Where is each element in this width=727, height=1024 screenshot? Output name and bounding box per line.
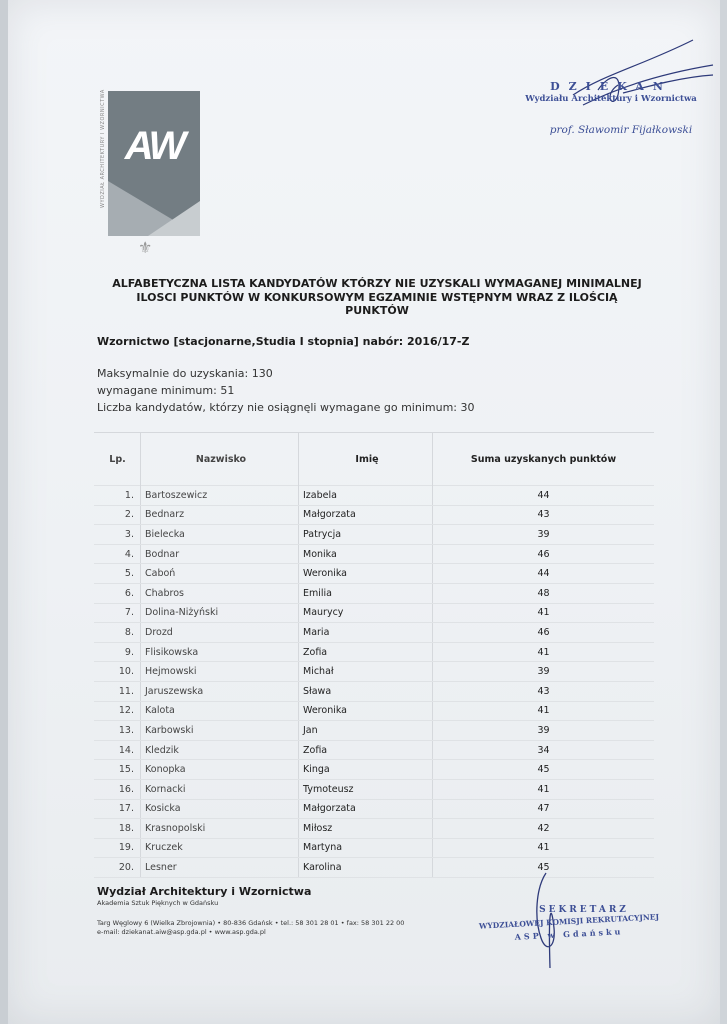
cell-surname: Lesner [141,858,299,878]
header-name: Imię [299,433,433,486]
cell-points: 39 [433,662,655,682]
cell-surname: Bartoszewicz [141,486,299,506]
cell-points: 41 [433,838,655,858]
cell-surname: Karbowski [141,721,299,741]
cell-lp: 2. [94,505,141,525]
cell-surname: Kornacki [141,779,299,799]
header-points: Suma uzyskanych punktów [470,453,617,465]
cell-lp: 10. [94,662,141,682]
cell-surname: Chabros [141,583,299,603]
cell-name: Weronika [299,701,433,721]
cell-points: 45 [433,760,655,780]
table-row [94,623,654,643]
program-subtitle: Wzornictwo [stacjonarne,Studia I stopnia] nabór: 2016/17-Z [97,335,470,348]
cell-name: Emilia [299,583,433,603]
cell-surname: Hejmowski [141,662,299,682]
table-row [94,544,654,564]
cell-lp: 11. [94,681,141,701]
cell-points: 41 [433,779,655,799]
cell-points: 44 [433,564,655,584]
cell-lp: 9. [94,642,141,662]
cell-points: 47 [433,799,655,819]
dean-name: prof. Sławomir Fijałkowski [549,124,693,136]
cell-lp: 13. [94,721,141,741]
cell-name: Małgorzata [299,505,433,525]
min-points: wymagane minimum: 51 [97,384,235,397]
faculty-logo [100,88,200,258]
document-heading [90,277,664,318]
cell-name: Kinga [299,760,433,780]
cell-lp: 3. [94,525,141,545]
table-row [94,564,654,584]
cell-surname: Kalota [141,701,299,721]
table-row [94,583,654,603]
document-sheet [8,0,720,1024]
cell-name: Sława [299,681,433,701]
cell-name: Zofia [299,740,433,760]
cell-lp: 16. [94,779,141,799]
cell-points: 39 [433,721,655,741]
page-edge-left [0,0,8,1024]
cell-lp: 6. [94,583,141,603]
table-row [94,819,654,839]
cell-name: Martyna [299,838,433,858]
cell-name: Weronika [299,564,433,584]
logo-letters: AW [124,124,184,168]
footer [97,885,537,936]
admission-info [97,365,475,416]
cell-points: 39 [433,525,655,545]
cell-surname: Kruczek [141,838,299,858]
header-lp: Lp. [94,433,141,486]
table-row [94,721,654,741]
table-row [94,740,654,760]
table-row [94,505,654,525]
table-row [94,838,654,858]
table-row [94,760,654,780]
cell-name: Tymoteusz [299,779,433,799]
cell-name: Maurycy [299,603,433,623]
cell-name: Monika [299,544,433,564]
heading-line-1: ALFABETYCZNA LISTA KANDYDATÓW KTÓRZY NIE UZYSKALI WYMAGANEJ MINIMALNEJ [112,277,642,290]
cell-surname: Caboń [141,564,299,584]
table-row [94,681,654,701]
footer-title: Wydział Architektury i Wzornictwa [97,885,312,898]
table-row [94,799,654,819]
dean-stamp [511,80,711,136]
cell-lp: 14. [94,740,141,760]
aw-logo-icon [108,91,200,236]
cell-points: 46 [433,623,655,643]
cell-points: 43 [433,505,655,525]
cell-name: Zofia [299,642,433,662]
cell-lp: 1. [94,486,141,506]
dean-department: Wydziału Architektury i Wzornictwa [525,94,697,104]
cell-surname: Flisikowska [141,642,299,662]
cell-lp: 7. [94,603,141,623]
cell-surname: Kledzik [141,740,299,760]
cell-surname: Konopka [141,760,299,780]
cell-points: 45 [433,858,655,878]
cell-surname: Bielecka [141,525,299,545]
cell-lp: 8. [94,623,141,643]
cell-name: Michał [299,662,433,682]
table-row [94,486,654,506]
page-edge-right [720,0,727,1024]
cell-surname: Bodnar [141,544,299,564]
cell-lp: 17. [94,799,141,819]
cell-points: 41 [433,642,655,662]
table-row [94,701,654,721]
cell-name: Maria [299,623,433,643]
table-row [94,603,654,623]
cell-surname: Bednarz [141,505,299,525]
heading-line-3: PUNKTÓW [345,304,409,317]
cell-points: 43 [433,681,655,701]
secretary-asp: ASP w Gdańsku [514,926,624,942]
cell-points: 42 [433,819,655,839]
cell-points: 34 [433,740,655,760]
candidates-table [94,432,654,878]
cell-points: 48 [433,583,655,603]
cell-surname: Jaruszewska [141,681,299,701]
cell-lp: 12. [94,701,141,721]
cell-lp: 19. [94,838,141,858]
table-header-row [94,433,654,486]
table-row [94,525,654,545]
heading-line-2: ILOSCI PUNKTÓW W KONKURSOWYM EGZAMINIE WSTĘPNYM WRAZ Z ILOŚCIĄ [136,290,618,304]
cell-points: 46 [433,544,655,564]
table-row [94,779,654,799]
logo-side-text: WYDZIAŁ ARCHITEKTURY I WZORNICTWA [100,89,106,208]
cell-surname: Krasnopolski [141,819,299,839]
header-surname: Nazwisko [141,433,299,486]
cell-lp: 4. [94,544,141,564]
cell-lp: 20. [94,858,141,878]
table-row [94,662,654,682]
cell-points: 41 [433,701,655,721]
cell-points: 41 [433,603,655,623]
cell-name: Izabela [299,486,433,506]
footer-academy: Akademia Sztuk Pięknych w Gdańsku [97,899,219,907]
cell-surname: Dolina-Niżyński [141,603,299,623]
candidate-count: Liczba kandydatów, którzy nie osiągnęli wymagane go minimum: 30 [97,401,475,414]
cell-lp: 15. [94,760,141,780]
secretary-department: WYDZIAŁOWEJ KOMISJI REKRUTACYJNEJ [478,912,660,931]
secretary-stamp [474,905,664,942]
max-points: Maksymalnie do uzyskania: 130 [97,367,273,380]
footer-address: Targ Węglowy 6 (Wielka Zbrojownia) • 80-836 Gdańsk • tel.: 58 301 28 01 • fax: 58 301 22 00 [97,919,405,927]
cell-name: Małgorzata [299,799,433,819]
cell-surname: Drozd [141,623,299,643]
cell-lp: 18. [94,819,141,839]
crest-icon: ⚜ [138,238,153,257]
cell-name: Jan [299,721,433,741]
cell-name: Miłosz [299,819,433,839]
footer-contact: e-mail: dziekanat.aiw@asp.gda.pl • www.asp.gda.pl [97,928,266,936]
secretary-title: SEKRETARZ [539,905,629,915]
cell-points: 44 [433,486,655,506]
cell-name: Patrycja [299,525,433,545]
dean-title: DZIEKAN [550,80,672,93]
table-row [94,642,654,662]
cell-name: Karolina [299,858,433,878]
cell-lp: 5. [94,564,141,584]
cell-surname: Kosicka [141,799,299,819]
